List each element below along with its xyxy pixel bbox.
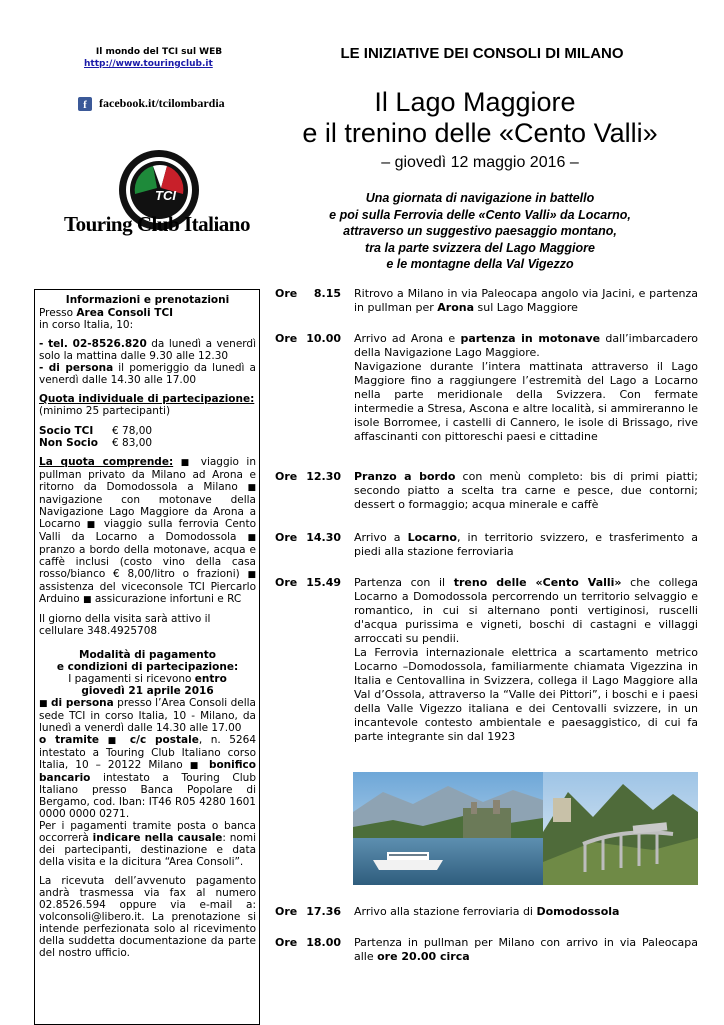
info-heading: Informazioni e prenotazioni (65, 294, 230, 306)
intro-line: e le montagne della Val Vigezzo (386, 257, 574, 271)
info-cellulare: Il giorno della visita sarà attivo il cellulare 348.4925708 (39, 613, 211, 637)
schedule-item (275, 287, 698, 315)
schedule-item (275, 576, 698, 744)
pagamento-tramite: o tramite ■ c/c postale, n. 5264 intestato a Touring Club Italiano corso Italia, 10 – 20122 Milano ■ bonifico bancario intestato a Touring Club Italiano presso Banca Popolare di Bergamo, cod. Iban: IT46 R05 4280 1601 0000 0000 0271. (39, 734, 257, 820)
info-persona: - di persona il pomeriggio da lunedì a venerdì dalle 14.30 alle 17.00 (39, 362, 256, 386)
facebook-text: facebook.it/tcilombardia (99, 96, 225, 110)
intro-line: attraverso un suggestivo paesaggio montano, (343, 224, 617, 238)
schedule-desc: Partenza con il treno delle «Cento Valli» che collega Locarno a Domodossola percorrendo un territorio selvaggio e romantico, in cui si alternano ponti vertiginosi, ruscelli d'acqua purissima e vigneti, boschi di castagni e villaggi arroccati su pendii. La Ferrovia internazionale elettrica a scartamento metrico Locarno –Domodossola, familiarmente chiamata Vigezzina in Italia e Centovallina in Svizzera, collega il Lago Maggiore alla Val d’Ossola, attraverso la “Valle dei Pittori”, i boschi e i paesi della Valle Vigezzo italiana e dei Centovalli svizzere, in un incantevole contesto ambientale e paesaggistico, di cui fa parte integrante sin dal 1923 (354, 576, 698, 743)
quota-min: (minimo 25 partecipanti) (39, 405, 171, 417)
price-nonsocio: Non Socio € 83,00 (39, 437, 153, 449)
schedule-item (275, 905, 698, 919)
section-heading: LE INIZIATIVE DEI CONSOLI DI MILANO (340, 45, 624, 62)
facebook-icon: f (78, 97, 92, 111)
schedule-time: Ore 12.30 (275, 470, 341, 483)
facebook-link[interactable] (78, 96, 225, 111)
intro-line: Una giornata di navigazione in battello (365, 191, 595, 205)
schedule-desc: Arrivo a Locarno, in territorio svizzero, e trasferimento a piedi alla stazione ferroviaria (354, 531, 699, 558)
schedule-item (275, 470, 698, 512)
pagamento-causale: Per i pagamenti tramite posta o banca occorrerà indicare nella causale: nomi dei partecipanti, destinazione e data della visita e la dicitura “Area Consoli”. (39, 820, 256, 868)
schedule-time: Ore 18.00 (275, 936, 341, 949)
schedule-desc: Ritrovo a Milano in via Paleocapa angolo via Jacini, e partenza in pullman per Arona sul Lago Maggiore (354, 287, 698, 314)
schedule-item (275, 936, 698, 964)
tci-logo-text: TCI (155, 188, 176, 203)
event-date: – giovedì 12 maggio 2016 – (381, 154, 579, 171)
schedule-item (275, 332, 698, 444)
schedule-desc: Arrivo alla stazione ferroviaria di Domodossola (354, 905, 620, 918)
lake-train-photo (353, 772, 698, 885)
quota-comprende: La quota comprende: ■ viaggio in pullman privato da Milano ad Arona e ritorno da Domodossola a Milano ■ navigazione con motonave della Navigazione Lago Maggiore da Arona a Locarno ■ viaggio sulla ferrovia Cento Valli da Locarno a Domodossola ■ pranzo a bordo della motonave, acqua e caffè inclusi (costo vino della casa rosso/bianco € 8,00/litro o frazioni) ■ assistenza del viceconsole TCI Piercarlo Arduino ■ assicurazione infortuni e RC (39, 456, 257, 605)
org-name: Touring Club Italiano (64, 212, 250, 236)
pagamento-persona: ■ di persona presso l’Area Consoli della sede TCI in corso Italia, 10 - Milano, da lunedì a venerdì dalle 14.30 alle 17.00 (39, 697, 256, 734)
schedule-desc: Partenza in pullman per Milano con arrivo in via Paleocapa alle ore 20.00 circa (354, 936, 698, 963)
info-box (34, 289, 260, 1025)
pagamento-ricevuta: La ricevuta dell’avvenuto pagamento andrà trasmessa via fax al numero 02.8526.594 oppure via e-mail a: volconsoli@libero.it. La prenotazione si intende perfezionata solo al ricevimento della suddetta documentazione da parte del nostro ufficio. (39, 875, 256, 959)
info-tel: - tel. 02-8526.820 da lunedì a venerdì solo la mattina dalle 9.30 alle 12.30 (39, 338, 256, 362)
web-link[interactable]: http://www.touringclub.it (84, 59, 213, 69)
pagamento-date: giovedì 21 aprile 2016 (81, 685, 214, 697)
intro-text (300, 190, 660, 273)
schedule-time: Ore 17.36 (275, 905, 341, 918)
schedule-time: Ore 10.00 (275, 332, 341, 345)
info-address: in corso Italia, 10: (39, 319, 134, 331)
quota-heading: Quota individuale di partecipazione: (39, 393, 255, 405)
page-title-line1: Il Lago Maggiore (374, 87, 576, 117)
intro-line: e poi sulla Ferrovia delle «Cento Valli» da Locarno, (329, 207, 631, 222)
schedule-desc: Arrivo ad Arona e partenza in motonave dall’imbarcadero della Navigazione Lago Maggiore. Navigazione durante l’intera mattinata attraverso il Lago Maggiore fino a raggiungere l’estremità del Lago a Locarno nella parte meridionale della Svizzera. Con fermate intermedie a Stresa, Ascona e altre località, si ammireranno le isole Borromee, i castelli di Cannero, le isole di Brissago, rive affascinanti con pittoreschi paesi e cittadine (354, 332, 698, 443)
intro-line: tra la parte svizzera del Lago Maggiore (365, 240, 595, 255)
pagamento-heading: e condizioni di partecipazione: (56, 661, 239, 673)
schedule-time: Ore 8.15 (275, 287, 341, 300)
schedule-time: Ore 15.49 (275, 576, 341, 589)
info-presso: Presso Area Consoli TCI (39, 307, 174, 319)
page-title-line2: e il trenino delle «Cento Valli» (302, 118, 658, 148)
price-socio: Socio TCI € 78,00 (39, 425, 153, 437)
pagamento-heading: Modalità di pagamento (79, 649, 216, 661)
pagamento-intro: I pagamenti si ricevono entro (68, 673, 227, 685)
schedule-time: Ore 14.30 (275, 531, 341, 544)
schedule-item (275, 531, 698, 559)
web-title: Il mondo del TCI sul WEB (95, 47, 223, 57)
schedule-desc: Pranzo a bordo con menù completo: bis di primi piatti; secondo piatto a scelta tra carne e pesce, due contorni; dessert o formaggio; acqua minerale e caffè (354, 470, 698, 511)
